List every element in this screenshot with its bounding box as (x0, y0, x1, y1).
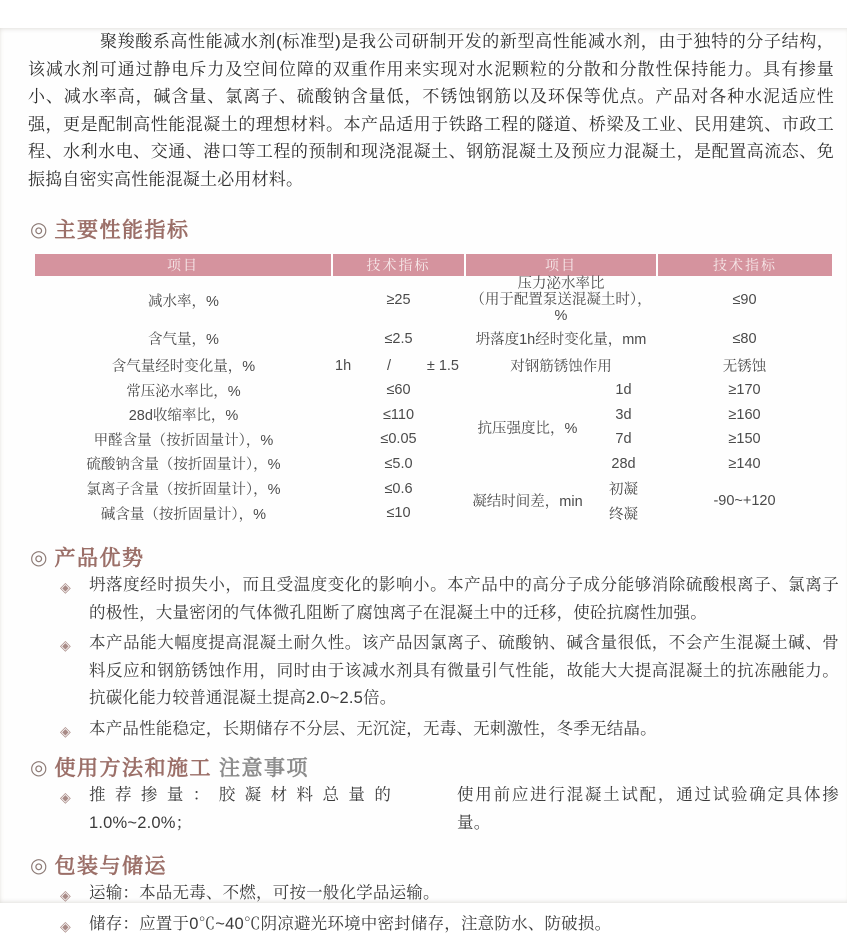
usage-section-title (30, 752, 847, 782)
item-value: ≥25 (332, 276, 465, 324)
ring-icon: ◎ (30, 545, 47, 570)
diamond-bullet-icon: ◈ (60, 914, 76, 938)
list-item (0, 911, 847, 938)
bullet-text: 本产品性能稳定，长期储存不分层、无沉淀，无毒、无刺激性，冬季无结晶。 (89, 716, 839, 744)
item-value: ≤90 (657, 276, 832, 324)
item-label: 压力泌水率比 （用于配置泵送混凝土时），% (465, 276, 657, 324)
item-label: 抗压强度比，% (465, 378, 590, 476)
bullet-text: 坍落度经时损失小，而且受温度变化的影响小。本产品中的高分子成分能够消除硫酸根离子、氯离子的极性，大量密闭的气体微孔阻断了腐蚀离子在混凝土中的迁移，使砼抗腐性加强。 (89, 572, 839, 627)
item-label: 对钢筋锈蚀作用 (465, 353, 657, 378)
table-row (35, 378, 832, 402)
item-value: 1h / ± 1.5 (332, 353, 465, 378)
list-item (0, 716, 847, 744)
list-item (0, 880, 847, 908)
section-packaging (0, 850, 847, 938)
list-item (0, 782, 847, 837)
age-label: 28d (590, 451, 657, 476)
item-value: ≥160 (657, 402, 832, 427)
bullet-text: 运输：本品无毒、不燃，可按一般化学品运输。 (89, 880, 839, 908)
table-row (35, 276, 832, 324)
section-title-text: 使用方法和施工 (54, 752, 212, 782)
item-value: ≤80 (657, 324, 832, 353)
item-value: -90~+120 (657, 476, 832, 525)
performance-section-title (30, 214, 847, 244)
age-label: 7d (590, 427, 657, 451)
list-item (0, 630, 847, 713)
item-value: ≤110 (332, 402, 465, 427)
item-value: ≤60 (332, 378, 465, 402)
diamond-bullet-icon: ◈ (60, 719, 76, 743)
item-value: ≤0.6 (332, 476, 465, 501)
header-item-right: 项目 (465, 254, 657, 276)
packaging-list (0, 880, 847, 938)
intro-paragraph: 聚羧酸系高性能减水剂(标准型)是我公司研制开发的新型高性能减水剂，由于独特的分子结构，该减水剂可通过静电斥力及空间位障的双重作用来实现对水泥颗粒的分散和分散性保持能力。具有掺量小、减水率高，碱含量、氯离子、硫酸钠含量低，不锈蚀钢筋以及环保等优点。产品对各种水泥适应性强，更是配制高性能混凝土的理想材料。本产品适用于铁路工程的隧道、桥梁及工业、民用建筑、市政工程、水利水电、交通、港口等工程的预制和现浇混凝土、钢筋混凝土及预应力混凝土，是配置高流态、免振捣自密实高性能混凝土必用材料。 (28, 28, 834, 193)
section-performance (0, 214, 847, 525)
item-label: 28d收缩率比，% (35, 402, 332, 427)
ring-icon: ◎ (30, 755, 47, 780)
note-text: 使用前应进行混凝土试配，通过试验确定具体掺量。 (457, 782, 839, 837)
item-label: 减水率，% (35, 276, 332, 324)
section-usage (0, 752, 847, 837)
item-label: 碱含量（按折固量计），% (35, 501, 332, 525)
section-title-text: 包装与储运 (54, 850, 167, 880)
usage-list (0, 782, 847, 837)
diamond-bullet-icon: ◈ (60, 575, 76, 599)
section-title-text: 主要性能指标 (54, 214, 189, 244)
table-row (35, 353, 832, 378)
diamond-bullet-icon: ◈ (60, 633, 76, 657)
performance-table (35, 254, 832, 525)
item-value: ≥150 (657, 427, 832, 451)
item-value: ≤2.5 (332, 324, 465, 353)
item-label: 坍落度1h经时变化量，mm (465, 324, 657, 353)
diamond-bullet-icon: ◈ (60, 883, 76, 907)
header-index-right: 技术指标 (657, 254, 832, 276)
diamond-bullet-icon: ◈ (60, 785, 76, 809)
list-item (0, 572, 847, 627)
packaging-section-title (30, 850, 847, 880)
setting-label: 终凝 (590, 501, 657, 525)
table-row (35, 427, 832, 451)
item-value: ≤10 (332, 501, 465, 525)
section-title-tail: 注意事项 (219, 752, 309, 782)
setting-label: 初凝 (590, 476, 657, 501)
bullet-text (89, 782, 839, 837)
item-label: 氯离子含量（按折固量计），% (35, 476, 332, 501)
ring-icon: ◎ (30, 853, 47, 878)
header-index-left: 技术指标 (332, 254, 465, 276)
item-value: 无锈蚀 (657, 353, 832, 378)
age-label: 3d (590, 402, 657, 427)
dosage-text: 推荐掺量：胶凝材料总量的1.0%~2.0%； (89, 782, 391, 837)
document-page (0, 28, 847, 903)
table-header-row (35, 254, 832, 276)
table-row (35, 402, 832, 427)
item-value: ≤5.0 (332, 451, 465, 476)
advantages-section-title (30, 542, 847, 572)
item-label: 含气量，% (35, 324, 332, 353)
item-label: 常压泌水率比，% (35, 378, 332, 402)
advantages-list (0, 572, 847, 743)
bullet-text: 本产品能大幅度提高混凝土耐久性。该产品因氯离子、硫酸钠、碱含量很低，不会产生混凝土碱、骨料反应和钢筋锈蚀作用，同时由于该减水剂具有微量引气性能，故能大大提高混凝土的抗冻融能力。抗碳化能力较普通混凝土提高2.0~2.5倍。 (89, 630, 839, 713)
table-row (35, 476, 832, 501)
age-label: 1d (590, 378, 657, 402)
bullet-text: 储存：应置于0℃~40℃阴凉避光环境中密封储存，注意防水、防破损。 (89, 911, 839, 938)
header-item-left: 项目 (35, 254, 332, 276)
item-label: 凝结时间差，min (465, 476, 590, 525)
item-label: 硫酸钠含量（按折固量计），% (35, 451, 332, 476)
table-row (35, 324, 832, 353)
section-advantages (0, 542, 847, 743)
item-label: 甲醛含量（按折固量计），% (35, 427, 332, 451)
ring-icon: ◎ (30, 217, 47, 242)
item-label: 含气量经时变化量，% (35, 353, 332, 378)
table-row (35, 451, 832, 476)
item-value: ≥170 (657, 378, 832, 402)
item-value: ≤0.05 (332, 427, 465, 451)
section-title-text: 产品优势 (54, 542, 144, 572)
item-value: ≥140 (657, 451, 832, 476)
